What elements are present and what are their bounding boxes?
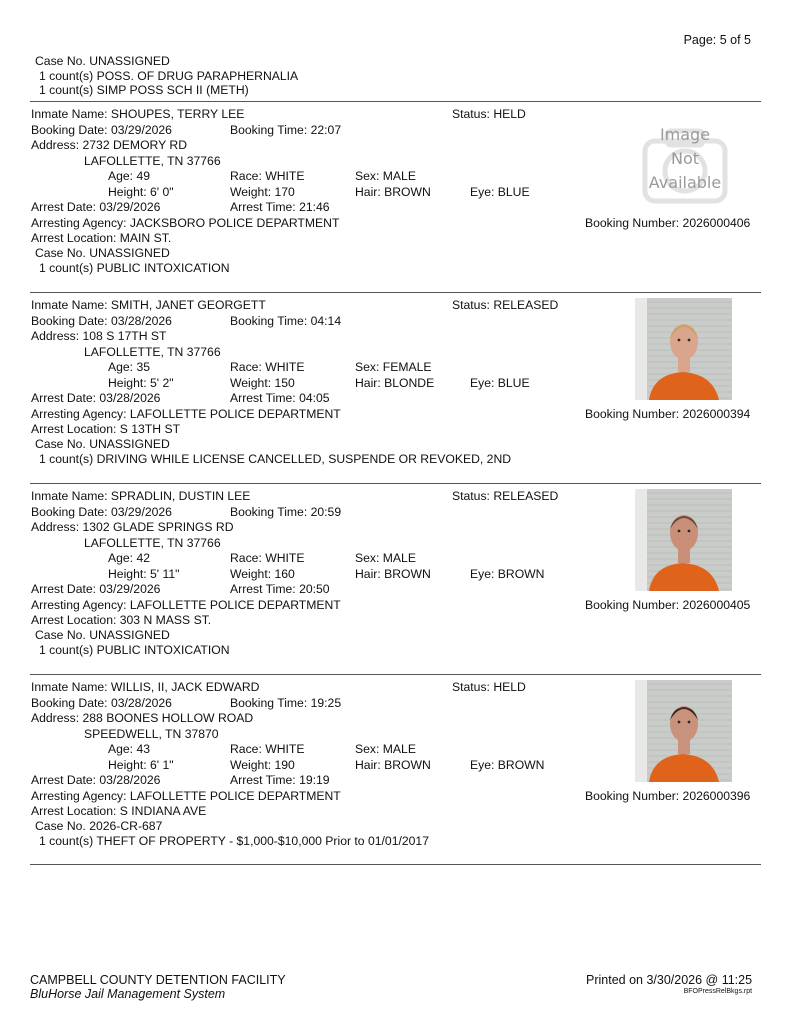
weight: Weight: 170	[230, 185, 295, 199]
weight: Weight: 160	[230, 567, 295, 581]
mugshot-photo	[635, 298, 732, 400]
status: Status: HELD	[452, 107, 526, 121]
photo-na-line: Not	[670, 149, 700, 168]
record-divider	[30, 674, 761, 675]
arresting-agency: Arresting Agency: LAFOLLETTE POLICE DEPARTMENT	[31, 407, 341, 421]
inmate-name: Inmate Name: SHOUPES, TERRY LEE	[31, 107, 245, 121]
city-state-zip: LAFOLLETTE, TN 37766	[84, 536, 221, 550]
mugshot-image	[635, 680, 732, 782]
record-divider	[30, 292, 761, 293]
height: Height: 5' 2"	[108, 376, 174, 390]
sex: Sex: MALE	[355, 551, 416, 565]
arrest-location: Arrest Location: S 13TH ST	[31, 422, 181, 436]
carryover-charge: 1 count(s) SIMP POSS SCH II (METH)	[39, 83, 249, 97]
footer-right	[586, 973, 752, 997]
hair: Hair: BROWN	[355, 758, 431, 772]
eye: Eye: BROWN	[470, 758, 545, 772]
system-name: BluHorse Jail Management System	[30, 987, 226, 1001]
arresting-agency: Arresting Agency: LAFOLLETTE POLICE DEPARTMENT	[31, 598, 341, 612]
booking-date: Booking Date: 03/29/2026	[31, 505, 172, 519]
report-name: BFOPressRelBkgs.rpt	[683, 988, 753, 995]
status: Status: HELD	[452, 680, 526, 694]
city-state-zip: LAFOLLETTE, TN 37766	[84, 154, 221, 168]
inmate-name: Inmate Name: SPRADLIN, DUSTIN LEE	[31, 489, 251, 503]
photo-na-line: Available	[648, 173, 722, 192]
hair: Hair: BROWN	[355, 567, 431, 581]
carryover-case: Case No. UNASSIGNED	[35, 54, 170, 68]
inmate-name: Inmate Name: WILLIS, II, JACK EDWARD	[31, 680, 260, 694]
booking-number: Booking Number: 2026000405	[585, 598, 751, 612]
mugshot-image	[635, 298, 732, 400]
height: Height: 6' 1"	[108, 758, 174, 772]
address: Address: 2732 DEMORY RD	[31, 138, 188, 152]
booking-date: Booking Date: 03/28/2026	[31, 696, 172, 710]
arrest-time: Arrest Time: 20:50	[230, 582, 330, 596]
mugshot-photo	[635, 680, 732, 782]
hair: Hair: BLONDE	[355, 376, 435, 390]
hair: Hair: BROWN	[355, 185, 431, 199]
age: Age: 49	[108, 169, 151, 183]
booking-number: Booking Number: 2026000394	[585, 407, 751, 421]
arrest-date: Arrest Date: 03/29/2026	[31, 582, 161, 596]
record-divider	[30, 101, 761, 102]
case-number: Case No. UNASSIGNED	[35, 246, 170, 260]
arrest-date: Arrest Date: 03/28/2026	[31, 391, 161, 405]
arresting-agency: Arresting Agency: LAFOLLETTE POLICE DEPARTMENT	[31, 789, 341, 803]
address: Address: 288 BOONES HOLLOW ROAD	[31, 711, 254, 725]
sex: Sex: FEMALE	[355, 360, 432, 374]
mugshot-image	[635, 489, 732, 591]
status: Status: RELEASED	[452, 298, 559, 312]
arrest-location: Arrest Location: 303 N MASS ST.	[31, 613, 212, 627]
city-state-zip: SPEEDWELL, TN 37870	[84, 727, 219, 741]
inmate-name: Inmate Name: SMITH, JANET GEORGETT	[31, 298, 266, 312]
booking-number: Booking Number: 2026000396	[585, 789, 751, 803]
sex: Sex: MALE	[355, 169, 416, 183]
status: Status: RELEASED	[452, 489, 559, 503]
weight: Weight: 150	[230, 376, 295, 390]
photo-na-line: Image	[659, 125, 711, 144]
case-number: Case No. UNASSIGNED	[35, 628, 170, 642]
footer-left	[30, 973, 286, 1001]
arrest-date: Arrest Date: 03/29/2026	[31, 200, 161, 214]
carryover-charge: 1 count(s) POSS. OF DRUG PARAPHERNALIA	[39, 69, 299, 83]
case-number: Case No. 2026-CR-687	[35, 819, 163, 833]
address: Address: 1302 GLADE SPRINGS RD	[31, 520, 234, 534]
sex: Sex: MALE	[355, 742, 416, 756]
height: Height: 6' 0"	[108, 185, 174, 199]
race: Race: WHITE	[230, 742, 305, 756]
booking-time: Booking Time: 04:14	[230, 314, 342, 328]
charge: 1 count(s) THEFT OF PROPERTY - $1,000-$10,000 Prior to 01/01/2017	[39, 834, 429, 848]
arrest-time: Arrest Time: 21:46	[230, 200, 330, 214]
mugshot-photo	[635, 489, 732, 591]
height: Height: 5' 11"	[108, 567, 180, 581]
case-number: Case No. UNASSIGNED	[35, 437, 170, 451]
arrest-time: Arrest Time: 04:05	[230, 391, 330, 405]
arrest-location: Arrest Location: S INDIANA AVE	[31, 804, 207, 818]
age: Age: 43	[108, 742, 151, 756]
booking-number: Booking Number: 2026000406	[585, 216, 751, 230]
facility-name: CAMPBELL COUNTY DETENTION FACILITY	[30, 973, 286, 987]
charge: 1 count(s) PUBLIC INTOXICATION	[39, 643, 230, 657]
page-number: Page: 5 of 5	[683, 33, 751, 47]
eye: Eye: BLUE	[470, 376, 530, 390]
charge: 1 count(s) DRIVING WHILE LICENSE CANCELLED, SUSPENDE OR REVOKED, 2ND	[39, 452, 512, 466]
booking-time: Booking Time: 20:59	[230, 505, 342, 519]
race: Race: WHITE	[230, 360, 305, 374]
printed-timestamp: Printed on 3/30/2026 @ 11:25	[586, 973, 753, 987]
record-divider	[30, 864, 761, 865]
race: Race: WHITE	[230, 551, 305, 565]
age: Age: 42	[108, 551, 151, 565]
address: Address: 108 S 17TH ST	[31, 329, 167, 343]
arrest-time: Arrest Time: 19:19	[230, 773, 330, 787]
booking-date: Booking Date: 03/29/2026	[31, 123, 172, 137]
arresting-agency: Arresting Agency: JACKSBORO POLICE DEPARTMENT	[31, 216, 340, 230]
record-divider	[30, 483, 761, 484]
image-not-available-placeholder	[637, 119, 733, 217]
weight: Weight: 190	[230, 758, 295, 772]
city-state-zip: LAFOLLETTE, TN 37766	[84, 345, 221, 359]
arrest-date: Arrest Date: 03/28/2026	[31, 773, 161, 787]
eye: Eye: BROWN	[470, 567, 545, 581]
booking-time: Booking Time: 22:07	[230, 123, 342, 137]
eye: Eye: BLUE	[470, 185, 530, 199]
charge: 1 count(s) PUBLIC INTOXICATION	[39, 261, 230, 275]
booking-date: Booking Date: 03/28/2026	[31, 314, 172, 328]
age: Age: 35	[108, 360, 151, 374]
arrest-location: Arrest Location: MAIN ST.	[31, 231, 172, 245]
booking-time: Booking Time: 19:25	[230, 696, 342, 710]
race: Race: WHITE	[230, 169, 305, 183]
